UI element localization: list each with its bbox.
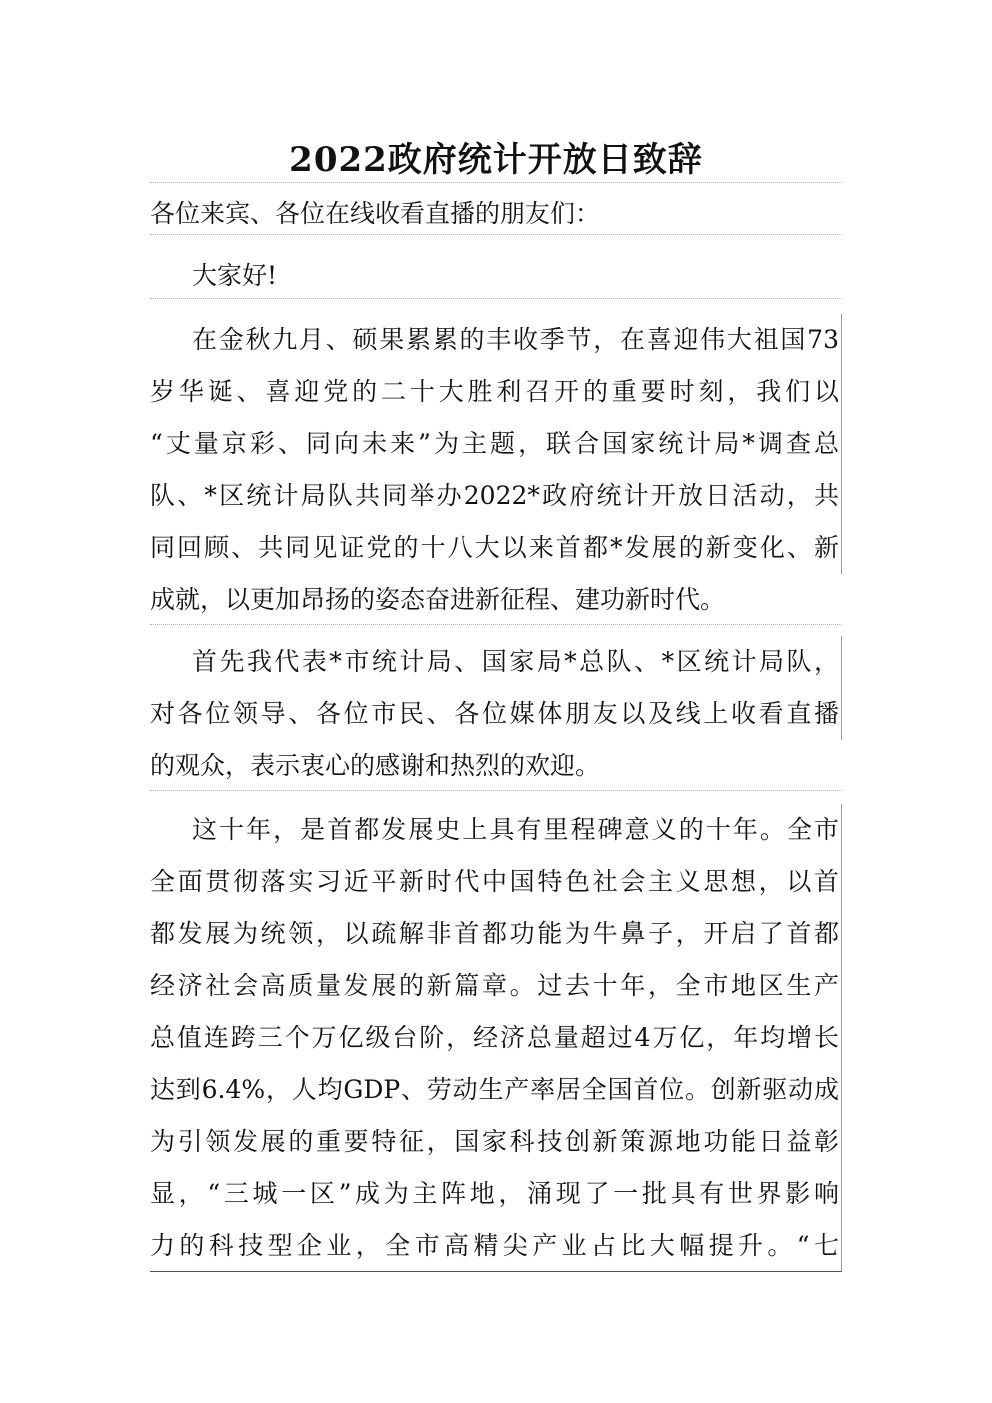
divider <box>150 624 842 625</box>
body-paragraph-1 <box>150 314 842 626</box>
body-paragraph-2 <box>150 636 842 792</box>
paragraph-line: 显，“三城一区”成为主阵地，涌现了一批具有世界影响 <box>150 1168 842 1220</box>
divider <box>150 790 842 791</box>
paragraph-line: 首先我代表*市统计局、国家局*总队、*区统计局队， <box>150 636 842 688</box>
paragraph-line: 在金秋九月、硕果累累的丰收季节，在喜迎伟大祖国73 <box>150 314 842 366</box>
paragraph-line: “丈量京彩、同向未来”为主题，联合国家统计局*调查总 <box>150 418 842 470</box>
document-title: 2022政府统计开放日致辞 <box>289 140 703 180</box>
paragraph-line: 岁华诞、喜迎党的二十大胜利召开的重要时刻，我们以 <box>150 366 842 418</box>
paragraph-line: 为引领发展的重要特征，国家科技创新策源地功能日益彰 <box>150 1116 842 1168</box>
greeting-paragraph <box>150 250 842 302</box>
page-bottom-rule <box>150 1271 842 1272</box>
divider <box>150 298 842 299</box>
body-paragraph-3 <box>150 804 842 1272</box>
paragraph-line: 这十年，是首都发展史上具有里程碑意义的十年。全市 <box>150 804 842 856</box>
paragraph-line: 成就，以更加昂扬的姿态奋进新征程、建功新时代。 <box>150 585 726 614</box>
paragraph-line: 力的科技型企业，全市高精尖产业占比大幅提升。“七 <box>150 1220 842 1272</box>
paragraph-line: 达到6.4%，人均GDP、劳动生产率居全国首位。创新驱动成 <box>150 1064 842 1116</box>
paragraph-line: 队、*区统计局队共同举办2022*政府统计开放日活动，共 <box>150 470 842 522</box>
paragraph-line: 同回顾、共同见证党的十八大以来首都*发展的新变化、新 <box>150 522 842 574</box>
salutation-paragraph <box>150 188 842 240</box>
paragraph-line: 总值连跨三个万亿级台阶，经济总量超过4万亿，年均增长 <box>150 1012 842 1064</box>
paragraph-line: 都发展为统领，以疏解非首都功能为牛鼻子，开启了首都 <box>150 908 842 960</box>
paragraph-line: 经济社会高质量发展的新篇章。过去十年，全市地区生产 <box>150 960 842 1012</box>
greeting-line: 大家好! <box>192 261 278 290</box>
salutation-line: 各位来宾、各位在线收看直播的朋友们： <box>150 199 601 228</box>
paragraph-line: 全面贯彻落实习近平新时代中国特色社会主义思想，以首 <box>150 856 842 908</box>
divider <box>150 234 842 235</box>
paragraph-line: 的观众，表示衷心的感谢和热烈的欢迎。 <box>150 751 601 780</box>
paragraph-line: 对各位领导、各位市民、各位媒体朋友以及线上收看直播 <box>150 688 842 740</box>
divider <box>150 182 842 183</box>
